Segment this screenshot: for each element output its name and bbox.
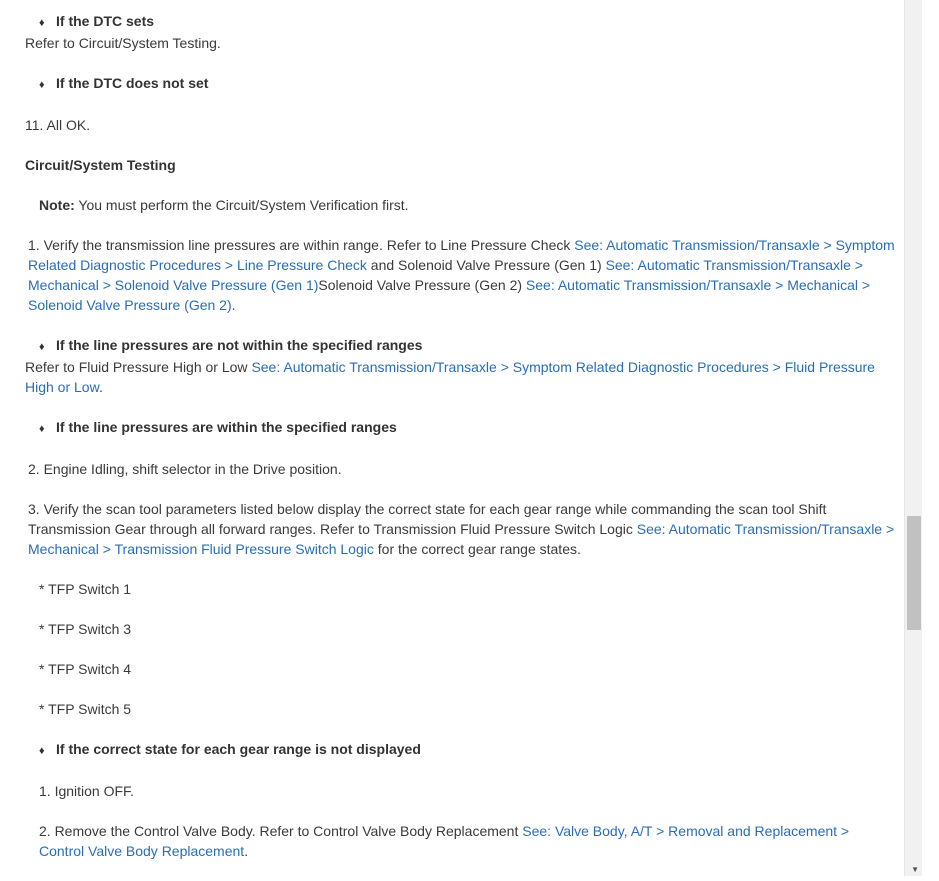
document-content <box>25 11 895 881</box>
reference-link[interactable]: See: Valve Body, A/T > Removal and Replacement > Control Valve Body Replacement <box>39 823 850 859</box>
body-text: 2. Remove the Control Valve Body. Refer to Control Valve Body Replacement <box>39 823 523 839</box>
body-text: . <box>98 379 103 395</box>
condition-block <box>25 335 895 397</box>
reference-link[interactable]: See: Automatic Transmission/Transaxle > Mechanical > Transmission Fluid Pressure Switch Logic <box>28 521 895 557</box>
reference-link[interactable]: See: Automatic Transmission/Transaxle > Symptom Related Diagnostic Procedures > Fluid Pressure High or Low <box>25 359 875 395</box>
procedure-step <box>25 235 895 315</box>
condition-bullet <box>25 73 895 95</box>
note-text: You must perform the Circuit/System Verification first. <box>74 197 409 213</box>
diamond-bullet-icon: ♦ <box>39 17 45 29</box>
body-text: . <box>231 297 236 313</box>
note <box>25 195 895 215</box>
reference-link[interactable]: See: Automatic Transmission/Transaxle > Mechanical > Solenoid Valve Pressure (Gen 1) <box>28 257 863 293</box>
procedure-step <box>25 821 895 861</box>
condition-bullet <box>25 11 895 33</box>
body-text: and Solenoid Valve Pressure (Gen 1) <box>366 257 606 273</box>
body-text: for the correct gear range states. <box>373 541 581 557</box>
reference-link[interactable]: See: Automatic Transmission/Transaxle > Mechanical > Solenoid Valve Pressure (Gen 2) <box>28 277 871 313</box>
condition-text: If the line pressures are not within the specified ranges <box>56 337 423 353</box>
body-text: . <box>244 843 249 859</box>
parameter-item: * TFP Switch 4 <box>39 661 132 677</box>
condition-block <box>25 73 895 95</box>
body-paragraph: 1. Ignition OFF. <box>39 783 134 799</box>
body-paragraph: 2. Engine Idling, shift selector in the Drive position. <box>28 461 342 477</box>
condition-bullet <box>25 335 895 357</box>
condition-block <box>25 739 895 761</box>
body-text: 3. Verify the scan tool parameters listed below display the correct state for each gear range while commanding the scan tool Shift Transmission Gear through all forward ranges. Refer to Transmission Fluid Pressure Switch Logic <box>28 501 827 537</box>
body-text: Solenoid Valve Pressure (Gen 2) <box>318 277 526 293</box>
condition-result <box>25 357 895 397</box>
scroll-down-arrow-icon[interactable]: ▼ <box>911 865 919 874</box>
body-text: Refer to Fluid Pressure High or Low <box>25 359 252 375</box>
body-text: 1. Verify the transmission line pressures are within range. Refer to Line Pressure Check <box>28 237 575 253</box>
condition-text: If the line pressures are within the specified ranges <box>56 419 397 435</box>
note-label: Note: <box>39 197 75 213</box>
condition-bullet <box>25 417 895 439</box>
condition-text: If the DTC sets <box>56 13 155 29</box>
scrollbar-track[interactable] <box>904 0 922 876</box>
condition-block <box>25 11 895 33</box>
parameter-item: * TFP Switch 5 <box>39 701 132 717</box>
diamond-bullet-icon: ♦ <box>39 423 45 435</box>
condition-bullet <box>25 739 895 761</box>
diamond-bullet-icon: ♦ <box>39 745 45 757</box>
procedure-step <box>25 499 895 559</box>
diamond-bullet-icon: ♦ <box>39 341 45 353</box>
condition-text: If the correct state for each gear range is not displayed <box>56 741 421 757</box>
section-heading: Circuit/System Testing <box>25 157 176 173</box>
condition-block <box>25 417 895 439</box>
parameter-item: * TFP Switch 3 <box>39 621 132 637</box>
body-paragraph: 11. All OK. <box>25 117 91 133</box>
vertical-scrollbar[interactable] <box>905 0 939 876</box>
condition-text: If the DTC does not set <box>56 75 209 91</box>
body-paragraph: Refer to Circuit/System Testing. <box>25 35 221 51</box>
diamond-bullet-icon: ♦ <box>39 79 45 91</box>
parameter-item: * TFP Switch 1 <box>39 581 132 597</box>
reference-link[interactable]: See: Automatic Transmission/Transaxle > Symptom Related Diagnostic Procedures > Line Pressure Check <box>28 237 895 273</box>
scrollbar-thumb[interactable] <box>907 516 921 630</box>
